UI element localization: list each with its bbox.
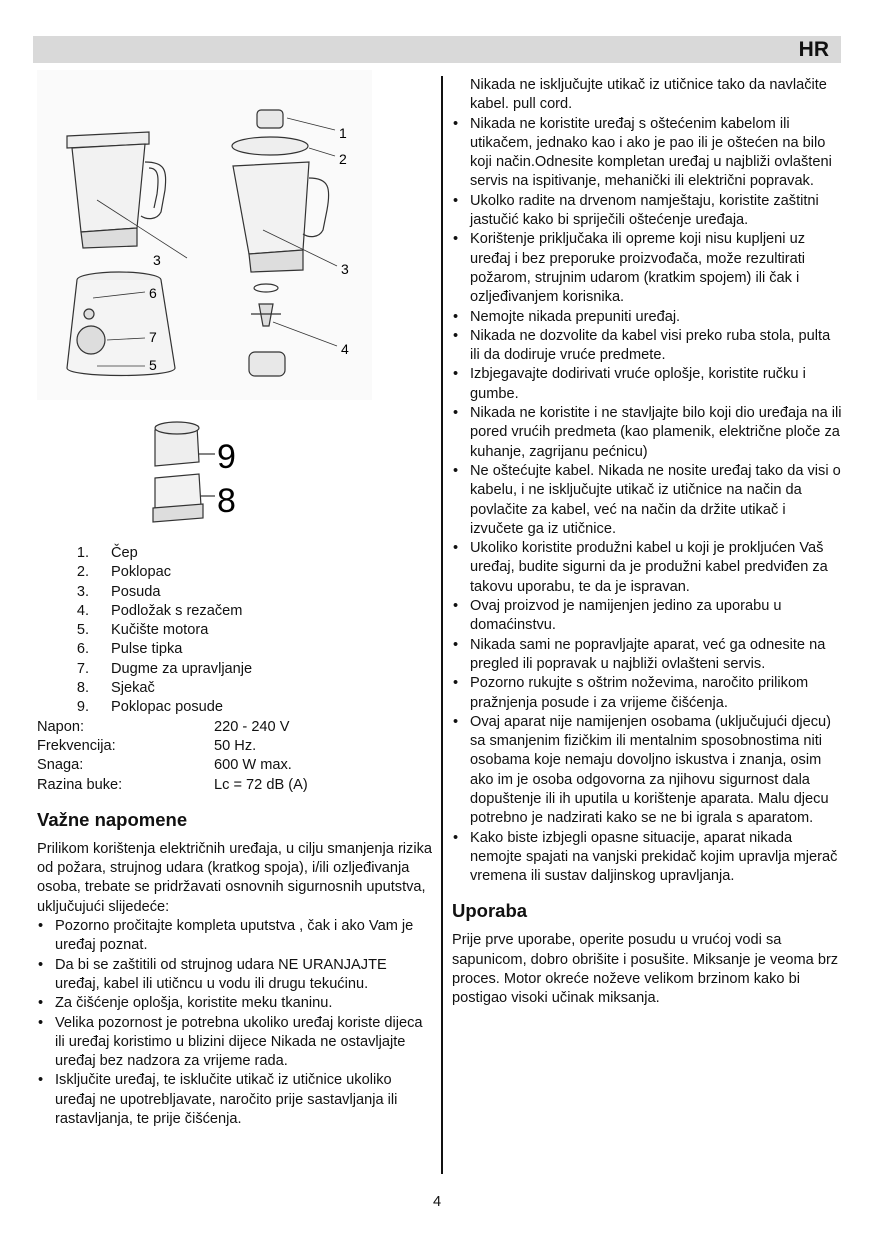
callout-3-left: 3	[153, 252, 161, 268]
list-item: • Ovaj aparat nije namijenjen osobama (uključujući djecu) sa smanjenim fizičkim ili mentalnim sposobnostima niti osobama koje nemaju dovoljno iskustva i znanja, osim ako im je osoba odgovorna za njihovu sigurnost dala dopuštenje ili ih uputila u korištenje aparata. Malu djecu potrebno je nadzirati kako se ne bi igrala s aparatom.	[452, 713, 842, 829]
page-number: 4	[432, 1194, 442, 1210]
blender-parts-diagram	[37, 70, 432, 540]
callout-8: 8	[217, 482, 236, 520]
usage-text: Prije prve uporabe, operite posudu u vrućoj vodi sa sapunicom, dobro obrišite i posušite. Miksanje je veoma brz proces. Motor okreće noževe velikom brzinom kako bi postigao visoki učinak miksanja.	[452, 932, 839, 1007]
spec-row: Razina buke: Lc = 72 dB (A)	[37, 776, 308, 793]
list-item: 5. Kučište motora	[76, 622, 209, 639]
callout-4: 4	[341, 341, 349, 357]
language-code: HR	[798, 38, 829, 61]
right-column	[452, 76, 842, 1009]
blender-illustration	[37, 70, 432, 540]
list-item: 8. Sjekač	[76, 680, 155, 697]
safety-bullets-right	[452, 115, 842, 887]
language-header-bar	[33, 36, 841, 63]
list-item: • Ukolko radite na drvenom namještaju, koristite zaštitni jastučić kako bi spriječili oštećenje uređaja.	[452, 192, 842, 231]
list-item: • Da bi se zaštitili od strujnog udara NE URANJAJTE uređaj, kabel ili utičncu u vodu ili drugu tekućinu.	[37, 956, 432, 995]
parts-list	[37, 544, 432, 718]
callout-2: 2	[339, 151, 347, 167]
callout-3-right: 3	[341, 261, 349, 277]
spec-row: Napon: 220 - 240 V	[37, 718, 290, 735]
list-item: • Pozorno pročitajte kompleta uputstva , čak i ako Vam je uređaj poznat.	[37, 917, 432, 956]
list-item: • Isključite uređaj, te isklučite utikač iz utičnice ukoliko uređaj ne upotrebljavate, naročito prije sastavljanja ili rastavljanja, te prije čišćenja.	[37, 1071, 432, 1129]
list-item: • Nikada sami ne popravljajte aparat, već ga odnesite na pregled ili popravak u najbliži ovlašteni servis.	[452, 636, 842, 675]
list-item: 4. Podložak s rezačem	[76, 602, 243, 619]
bullet-continuation: Nikada ne isključujte utikač iz utičnice tako da navlačite kabel. pull cord.	[470, 77, 827, 113]
important-intro: Prilikom korištenja električnih uređaja, u cilju smanjenja rizika od požara, strujnog udara (kratkog spoja), i/ili ozljeđivanja osoba, trebate se pridržavati osnovnih sigurnosnih uputstva, uključujući slijedeće:	[37, 840, 433, 915]
callout-6: 6	[149, 285, 157, 301]
list-item: 6. Pulse tipka	[76, 641, 183, 658]
list-item: • Korištenje priključaka ili opreme koji nisu kupljeni uz uređaj i bez preporuke proizvođača, može rezultirati požarom, strujnim udarom (kratkim spojem) ili čak i ozljeđivanjem korisnika.	[452, 230, 842, 307]
list-item: • Za čišćenje oplošja, koristite meku tkaninu.	[37, 994, 432, 1013]
list-item: • Velika pozornost je potrebna ukoliko uređaj koriste dijeca ili uređaj koristimo u blizini dijece Nikada ne ostavljajte uređaj bez nadzora za vrijeme rada.	[37, 1014, 432, 1072]
list-item: • Kako biste izbjegli opasne situacije, aparat nikada nemojte spajati na vanjski prekidač kojim upravlja mjerač vremena ili sustav daljinskog upravljanja.	[452, 829, 842, 887]
list-item: 7. Dugme za upravljanje	[76, 660, 253, 677]
column-divider	[441, 76, 443, 1174]
list-item: • Ne oštećujte kabel. Nikada ne nosite uređaj tako da visi o kabelu, i ne isključujte utikač iz utičnice na način da povlačite za kabel, već na način da držite utikač i izvučete ga iz utičnice.	[452, 462, 842, 539]
callout-5: 5	[149, 357, 157, 373]
specifications-table	[37, 718, 432, 795]
usage-heading: Uporaba	[452, 900, 528, 922]
list-item: • Pozorno rukujte s oštrim noževima, naročito prilikom pražnjenja posude i za vrijeme čišćenja.	[452, 674, 842, 713]
safety-bullets-left	[37, 917, 432, 1129]
callout-9: 9	[217, 438, 236, 476]
list-item: 3. Posuda	[76, 583, 161, 600]
list-item: • Nikada ne dozvolite da kabel visi preko ruba stola, pulta ili da dodiruje vruće predmete.	[452, 327, 842, 366]
list-item: 2. Poklopac	[76, 564, 172, 581]
list-item: 9. Poklopac posude	[76, 699, 223, 716]
callout-7: 7	[149, 329, 157, 345]
list-item: • Nikada ne koristite uređaj s oštećenim kabelom ili utikačem, jednako kao i ako je pao ili je oštećen na bilo koji način.Odnesite kompletan uređaj u najbliži ovlašteni servis na ispitivanje, mehanički ili električni popravak.	[452, 115, 842, 192]
left-column	[37, 70, 432, 1129]
list-item: • Izbjegavajte dodirivati vruće oplošje, koristite ručku i gumbe.	[452, 365, 842, 404]
list-item: • Ukoliko koristite produžni kabel u koji je prokljućen Vaš uređaj, budite sigurni da je produžni kabel predviđen za takovu uporabu, te da je ispravan.	[452, 539, 842, 597]
important-notes-heading: Važne napomene	[37, 808, 188, 830]
callout-1: 1	[339, 125, 347, 141]
list-item: • Ovaj proizvod je namijenjen jedino za uporabu u domaćinstvu.	[452, 597, 842, 636]
list-item: • Nikada ne koristite i ne stavljajte bilo koji dio uređaja na ili pored vrućih predmeta (kao plamenik, električne ploče za kuhanje, zagrijanu pećnicu)	[452, 404, 842, 462]
list-item: 1. Čep	[76, 545, 138, 561]
spec-row: Frekvencija: 50 Hz.	[37, 737, 257, 754]
spec-row: Snaga: 600 W max.	[37, 757, 292, 774]
list-item: • Nemojte nikada prepuniti uređaj.	[452, 308, 842, 327]
